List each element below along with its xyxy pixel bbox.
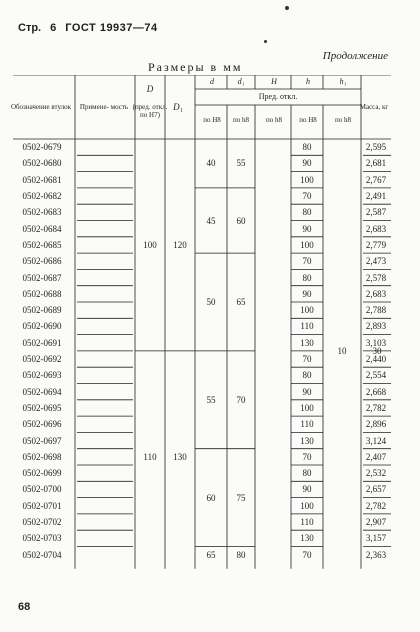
row-mass: 2,681 [365, 158, 387, 169]
tolerance-h: по H8 [299, 116, 317, 124]
header-d1: d₁ [237, 77, 245, 86]
row-mass: 2,907 [365, 517, 387, 528]
row-H: 70 [302, 549, 312, 560]
page-prefix: Стр. [18, 22, 42, 34]
row-H: 90 [302, 386, 312, 397]
group-d1-value: 75 [236, 492, 246, 503]
continuation-label: Продолжение [322, 50, 388, 62]
row-H: 100 [300, 500, 314, 511]
row-mass: 2,657 [365, 484, 387, 495]
row-mass: 3,124 [365, 435, 387, 446]
row-mass: 2,578 [365, 272, 387, 283]
group-d1-value: 55 [236, 158, 246, 169]
row-mass: 2,788 [365, 305, 387, 316]
row-code: 0502-0690 [22, 321, 62, 332]
row-code: 0502-0697 [22, 435, 62, 446]
row-code: 0502-0696 [22, 419, 62, 430]
row-mass: 2,491 [365, 191, 387, 202]
group-d-value: 65 [206, 549, 216, 560]
row-H: 70 [302, 191, 312, 202]
row-code: 0502-0692 [22, 354, 62, 365]
row-code: 0502-0688 [22, 288, 62, 299]
header-H: H [271, 77, 277, 86]
group-d-value: 45 [206, 215, 216, 226]
row-code: 0502-0700 [22, 484, 62, 495]
h1-value: 30 [372, 345, 382, 356]
row-mass: 2,473 [365, 256, 387, 267]
group-D1-value: 130 [173, 451, 187, 462]
row-code: 0502-0704 [22, 549, 62, 560]
row-H: 80 [302, 272, 312, 283]
group-d-value: 55 [206, 394, 216, 405]
header-d: d [210, 77, 214, 86]
group-d1-value: 80 [236, 549, 246, 560]
row-code: 0502-0691 [22, 337, 62, 348]
row-mass: 2,683 [365, 288, 387, 299]
header-h1: h₁ [339, 77, 347, 86]
header-application: Примене- мость [79, 103, 129, 111]
group-d1-value: 60 [236, 215, 246, 226]
row-H: 80 [302, 207, 312, 218]
row-H: 90 [302, 223, 312, 234]
row-mass: 2,554 [365, 370, 387, 381]
row-H: 100 [300, 239, 314, 250]
row-H: 130 [300, 435, 314, 446]
row-mass: 2,683 [365, 223, 387, 234]
row-code: 0502-0681 [22, 174, 62, 185]
scan-speck [285, 6, 289, 10]
row-code: 0502-0699 [22, 468, 62, 479]
row-H: 110 [300, 321, 314, 332]
row-code: 0502-0679 [22, 142, 62, 153]
row-H: 110 [300, 419, 314, 430]
row-mass: 2,896 [365, 419, 387, 430]
table-grid [10, 75, 391, 579]
header-h: h [306, 77, 310, 86]
tolerance-H: по h8 [266, 116, 282, 124]
tolerance-h1: по h8 [335, 116, 351, 124]
document-title: ГОСТ 19937—74 [65, 22, 158, 34]
page-number-bottom: 68 [18, 601, 31, 613]
row-code: 0502-0683 [22, 207, 62, 218]
row-mass: 2,407 [365, 451, 387, 462]
row-H: 90 [302, 288, 312, 299]
row-H: 70 [302, 256, 312, 267]
h-value: 10 [337, 345, 347, 356]
row-H: 80 [302, 468, 312, 479]
group-d1-value: 70 [236, 394, 246, 405]
row-code: 0502-0684 [22, 223, 62, 234]
row-H: 80 [302, 142, 312, 153]
row-code: 0502-0686 [22, 256, 62, 267]
row-code: 0502-0687 [22, 272, 62, 283]
row-H: 90 [302, 158, 312, 169]
tolerance-d1: по h8 [233, 116, 249, 124]
tolerance-d: по H8 [203, 116, 221, 124]
header-mass: Масса, кг [359, 103, 389, 111]
row-code: 0502-0695 [22, 402, 62, 413]
row-H: 130 [300, 533, 314, 544]
row-mass: 2,595 [365, 142, 387, 153]
row-code: 0502-0682 [22, 191, 62, 202]
header-D: D [146, 84, 154, 94]
group-D1-value: 120 [173, 239, 187, 250]
row-mass: 2,782 [365, 500, 387, 511]
row-H: 100 [300, 402, 314, 413]
row-code: 0502-0698 [22, 451, 62, 462]
dimensions-table [10, 75, 391, 579]
row-mass: 2,532 [365, 468, 387, 479]
row-code: 0502-0701 [22, 500, 62, 511]
row-mass: 2,587 [365, 207, 387, 218]
page-number-top: 6 [50, 22, 57, 34]
row-H: 80 [302, 370, 312, 381]
row-H: 70 [302, 451, 312, 462]
table-caption: Размеры в мм [148, 60, 243, 74]
row-mass: 3,157 [365, 533, 387, 544]
header-designation: Обозначение втулок [10, 103, 72, 111]
header-D-tolerance: (пред. откл. по H7) [132, 103, 168, 119]
row-H: 90 [302, 484, 312, 495]
group-d-value: 40 [206, 158, 216, 169]
header-D1: D₁ [173, 102, 183, 112]
page-header [18, 22, 167, 34]
row-H: 100 [300, 174, 314, 185]
row-code: 0502-0694 [22, 386, 62, 397]
row-H: 130 [300, 337, 314, 348]
row-H: 70 [302, 354, 312, 365]
row-mass: 3,103 [365, 337, 387, 348]
scan-speck [264, 40, 267, 43]
row-code: 0502-0702 [22, 517, 62, 528]
group-d-value: 60 [206, 492, 216, 503]
group-d1-value: 65 [236, 297, 246, 307]
row-mass: 2,363 [365, 549, 387, 560]
row-code: 0502-0703 [22, 533, 62, 544]
row-mass: 2,779 [365, 239, 387, 250]
row-mass: 2,767 [365, 174, 387, 185]
row-mass: 2,893 [365, 321, 387, 332]
row-code: 0502-0693 [22, 370, 62, 381]
group-d-value: 50 [206, 297, 216, 307]
row-code: 0502-0680 [22, 158, 62, 169]
row-code: 0502-0689 [22, 305, 62, 316]
row-mass: 2,782 [365, 402, 387, 413]
header-tolerance-group: Пред. откл. [258, 92, 298, 101]
row-H: 110 [300, 517, 314, 528]
group-D-value: 110 [143, 451, 157, 462]
row-code: 0502-0685 [22, 239, 62, 250]
row-mass: 2,440 [365, 354, 387, 365]
group-D-value: 100 [143, 239, 157, 250]
row-H: 100 [300, 305, 314, 316]
row-mass: 2,668 [365, 386, 387, 397]
